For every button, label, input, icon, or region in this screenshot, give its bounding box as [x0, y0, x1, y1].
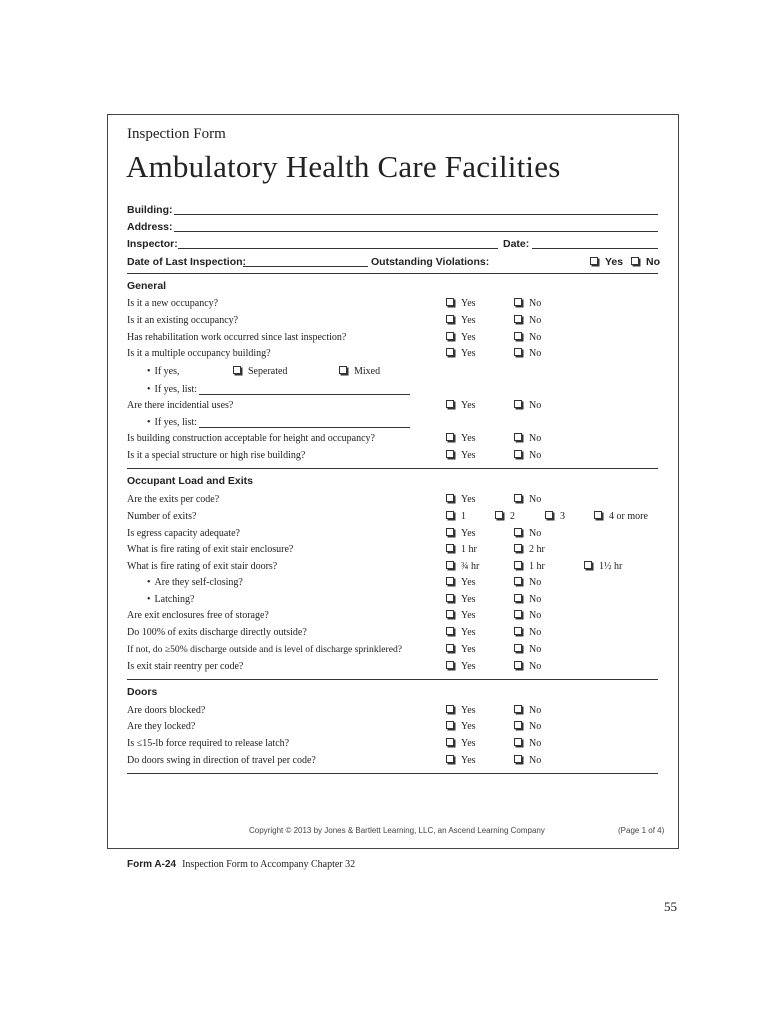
checkbox-icon [446, 561, 454, 569]
no-option[interactable]: No [514, 738, 541, 749]
checkbox-icon [233, 366, 241, 374]
divider [127, 468, 658, 469]
checkbox-icon [446, 511, 454, 519]
no-option[interactable]: No [514, 298, 541, 309]
occupant-q7: • Latching? [147, 594, 195, 605]
building-field[interactable] [174, 214, 658, 215]
checkbox-icon [446, 577, 454, 585]
checkbox-icon [631, 257, 639, 265]
checkbox-icon [545, 511, 553, 519]
general-q5: Are there incidential uses? [127, 400, 234, 411]
checkbox-icon [514, 755, 522, 763]
yes-option[interactable]: Yes [446, 450, 476, 461]
no-option[interactable]: No [514, 315, 541, 326]
yes-option[interactable]: Yes [446, 644, 476, 655]
occupant-q1: Are the exits per code? [127, 494, 220, 505]
doors-q4: Do doors swing in direction of travel per code? [127, 755, 316, 766]
yes-option[interactable]: Yes [446, 594, 476, 605]
building-label: Building: [127, 204, 173, 216]
exits-3-option[interactable]: 3 [545, 511, 565, 522]
yes-option[interactable]: Yes [446, 494, 476, 505]
section-general: General [127, 280, 167, 292]
yes-option[interactable]: Yes [446, 348, 476, 359]
occupant-q6: • Are they self-closing? [147, 577, 243, 588]
no-option[interactable]: No [514, 627, 541, 638]
yes-option[interactable]: Yes [446, 528, 476, 539]
yes-option[interactable]: Yes [446, 315, 476, 326]
rating-2hr-option[interactable]: 2 hr [514, 544, 545, 555]
yes-option[interactable]: Yes [446, 400, 476, 411]
checkbox-icon [514, 610, 522, 618]
rating-1hr-option[interactable]: 1 hr [446, 544, 477, 555]
no-option[interactable]: No [514, 577, 541, 588]
yes-option[interactable]: Yes [446, 738, 476, 749]
divider [127, 273, 658, 274]
no-option[interactable]: No [514, 348, 541, 359]
general-q6: Is building construction acceptable for height and occupancy? [127, 433, 375, 444]
doors-q1: Are doors blocked? [127, 705, 206, 716]
rating-1hr-door-option[interactable]: 1 hr [514, 561, 545, 572]
yes-option[interactable]: Yes [446, 721, 476, 732]
checkbox-icon [446, 705, 454, 713]
checkbox-icon [514, 332, 522, 340]
address-label: Address: [127, 221, 173, 233]
occupant-q9: Do 100% of exits discharge directly outside? [127, 627, 307, 638]
no-option[interactable]: No [514, 644, 541, 655]
general-q7: Is it a special structure or high rise building? [127, 450, 306, 461]
checkbox-icon [594, 511, 602, 519]
checkbox-icon [514, 738, 522, 746]
checkbox-icon [446, 348, 454, 356]
no-option[interactable]: No [514, 755, 541, 766]
form-subtitle: Inspection Form [127, 126, 226, 142]
checkbox-icon [514, 544, 522, 552]
no-option[interactable]: No [514, 528, 541, 539]
no-option[interactable]: No [514, 400, 541, 411]
checkbox-icon [514, 721, 522, 729]
list-field[interactable] [199, 394, 410, 395]
checkbox-icon [446, 594, 454, 602]
checkbox-icon [339, 366, 347, 374]
no-option[interactable]: No [514, 433, 541, 444]
no-option[interactable]: No [514, 332, 541, 343]
checkbox-icon [446, 528, 454, 536]
checkbox-icon [446, 610, 454, 618]
checkbox-icon [514, 577, 522, 585]
yes-option[interactable]: Yes [446, 433, 476, 444]
checkbox-icon [514, 298, 522, 306]
mixed-option[interactable]: Mixed [339, 366, 380, 377]
no-option[interactable]: No [514, 494, 541, 505]
checkbox-icon [446, 544, 454, 552]
rating-1-5hr-option[interactable]: 1½ hr [584, 561, 622, 572]
checkbox-icon [446, 755, 454, 763]
divider [127, 679, 658, 680]
date-label: Date: [503, 238, 530, 250]
last-inspection-label: Date of Last Inspection: [127, 256, 247, 268]
page-number: 55 [664, 899, 677, 914]
if-yes-label: • If yes, [147, 366, 180, 377]
checkbox-icon [514, 705, 522, 713]
checkbox-icon [514, 561, 522, 569]
yes-option[interactable]: Yes [446, 332, 476, 343]
checkbox-icon [495, 511, 503, 519]
checkbox-icon [514, 661, 522, 669]
checkbox-icon [514, 528, 522, 536]
general-q3: Has rehabilitation work occurred since last inspection? [127, 332, 347, 343]
occupant-q5: What is fire rating of exit stair doors? [127, 561, 278, 572]
violations-yes-option[interactable]: Yes [590, 256, 623, 268]
no-option[interactable]: No [514, 594, 541, 605]
rating-34hr-option[interactable]: ¾ hr [446, 561, 479, 572]
form-caption: Form A-24 Inspection Form to Accompany Chapter 32 [127, 859, 356, 870]
checkbox-icon [514, 348, 522, 356]
no-option[interactable]: No [514, 610, 541, 621]
checkbox-icon [446, 450, 454, 458]
checkbox-icon [446, 400, 454, 408]
outstanding-violations-label: Outstanding Violations: [371, 256, 490, 268]
checkbox-icon [514, 450, 522, 458]
occupant-q8: Are exit enclosures free of storage? [127, 610, 269, 621]
violations-no-option[interactable]: No [631, 256, 660, 268]
no-option[interactable]: No [514, 705, 541, 716]
occupant-q2: Number of exits? [127, 511, 197, 522]
occupant-q3: Is egress capacity adequate? [127, 528, 240, 539]
list-field[interactable] [199, 427, 410, 428]
form-id: Form A-24 [127, 859, 177, 870]
checkbox-icon [446, 721, 454, 729]
form-title: Ambulatory Health Care Facilities [126, 149, 561, 184]
checkbox-icon [446, 315, 454, 323]
divider [127, 773, 658, 774]
yes-option[interactable]: Yes [446, 610, 476, 621]
page-info: (Page 1 of 4) [618, 826, 665, 835]
occupant-q11: Is exit stair reentry per code? [127, 661, 244, 672]
general-q4: Is it a multiple occupancy building? [127, 348, 271, 359]
if-yes-list-label: • If yes, list: [147, 384, 198, 395]
general-q1: Is it a new occupancy? [127, 298, 219, 309]
no-option[interactable]: No [514, 721, 541, 732]
if-yes-list-label: • If yes, list: [147, 417, 198, 428]
exits-2-option[interactable]: 2 [495, 511, 515, 522]
no-option[interactable]: No [514, 450, 541, 461]
doors-q2: Are they locked? [127, 721, 196, 732]
occupant-q10: If not, do ≥50% discharge outside and is level of discharge sprinklered? [127, 644, 403, 655]
checkbox-icon [590, 257, 598, 265]
section-occupant-load: Occupant Load and Exits [127, 475, 254, 487]
yes-option[interactable]: Yes [446, 298, 476, 309]
checkbox-icon [446, 661, 454, 669]
checkbox-icon [514, 433, 522, 441]
yes-option[interactable]: Yes [446, 661, 476, 672]
checkbox-icon [446, 298, 454, 306]
checkbox-icon [446, 433, 454, 441]
checkbox-icon [446, 494, 454, 502]
checkbox-icon [514, 644, 522, 652]
occupant-q4: What is fire rating of exit stair enclosure? [127, 544, 294, 555]
checkbox-icon [446, 644, 454, 652]
date-field[interactable] [532, 248, 658, 249]
inspector-label: Inspector: [127, 238, 178, 250]
exits-1-option[interactable]: 1 [446, 511, 466, 522]
checkbox-icon [446, 738, 454, 746]
checkbox-icon [514, 315, 522, 323]
checkbox-icon [446, 627, 454, 635]
checkbox-icon [514, 594, 522, 602]
inspector-field[interactable] [178, 248, 498, 249]
checkbox-icon [514, 627, 522, 635]
checkbox-icon [584, 561, 592, 569]
address-field[interactable] [174, 231, 658, 232]
checkbox-icon [514, 400, 522, 408]
yes-option[interactable]: Yes [446, 755, 476, 766]
section-doors: Doors [127, 686, 158, 698]
yes-option[interactable]: Yes [446, 627, 476, 638]
yes-option[interactable]: Yes [446, 577, 476, 588]
exits-4-option[interactable]: 4 or more [594, 511, 648, 522]
seperated-option[interactable]: Seperated [233, 366, 287, 377]
checkbox-icon [446, 332, 454, 340]
checkbox-icon [514, 494, 522, 502]
last-inspection-field[interactable] [243, 266, 368, 267]
general-q2: Is it an existing occupancy? [127, 315, 239, 326]
no-option[interactable]: No [514, 661, 541, 672]
copyright-text: Copyright © 2013 by Jones & Bartlett Learning, LLC, an Ascend Learning Company [249, 826, 545, 835]
doors-q3: Is ≤15-lb force required to release latch? [127, 738, 290, 749]
yes-option[interactable]: Yes [446, 705, 476, 716]
